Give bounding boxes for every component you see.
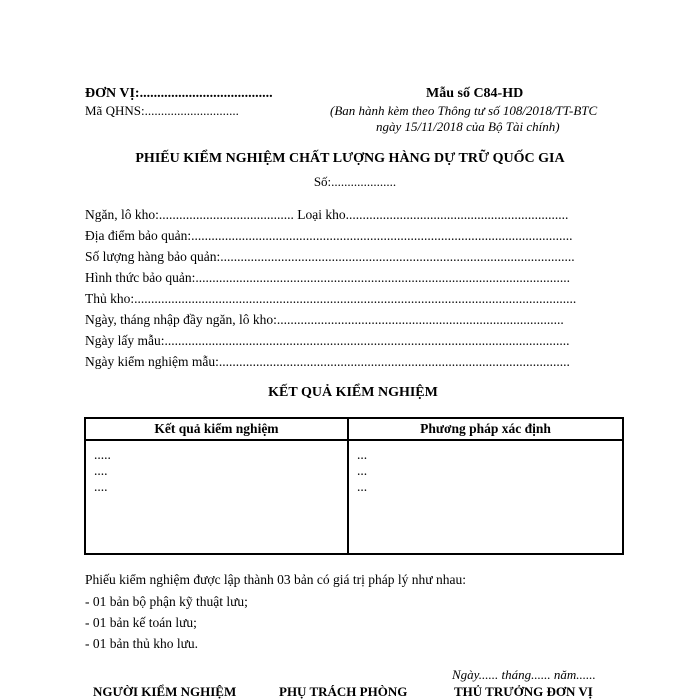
unit-label: ĐƠN VỊ:......................................: [85, 86, 273, 101]
field-testing-date: Ngày kiểm nghiệm mẫu:........................................................................................................: [85, 354, 570, 369]
field-storage-lot: Ngăn, lô kho:........................................ Loại kho..................................................................: [85, 207, 569, 222]
sign-date-line: Ngày...... tháng...... năm......: [452, 667, 596, 682]
method-line: ...: [357, 447, 368, 462]
results-line: ....: [94, 479, 108, 494]
col-results-header: Kết quả kiểm nghiệm: [85, 418, 348, 440]
results-line: ....: [94, 463, 108, 478]
qhns-label: Mã QHNS:.............................: [85, 103, 239, 118]
signature-department-head: PHỤ TRÁCH PHÒNG: [279, 684, 408, 699]
method-line: ...: [357, 463, 368, 478]
results-heading: KẾT QUẢ KIỂM NGHIỆM: [268, 385, 438, 400]
issued-note-line-1: (Ban hành kèm theo Thông tư số 108/2018/TT-BTC: [330, 103, 598, 118]
field-stored-quantity: Số lượng hàng bảo quản:.........................................................................................................: [85, 249, 575, 264]
copies-note: Phiếu kiểm nghiệm được lập thành 03 bản có giá trị pháp lý như nhau:: [85, 572, 466, 587]
col-method-header: Phương pháp xác định: [348, 418, 623, 440]
method-cell: [348, 440, 623, 554]
results-cell: [85, 440, 348, 554]
signature-inspector: NGƯỜI KIỂM NGHIỆM: [93, 684, 237, 699]
form-code: Mẫu số C84-HD: [426, 86, 524, 101]
copy-item-accounting: - 01 bản kế toán lưu;: [85, 615, 197, 630]
document-title: PHIẾU KIỂM NGHIỆM CHẤT LƯỢNG HÀNG DỰ TRỮ QUỐC GIA: [135, 151, 565, 166]
table-header-row: [85, 418, 623, 440]
issued-note-line-2: ngày 15/11/2018 của Bộ Tài chính): [376, 119, 560, 134]
field-sampling-date: Ngày lấy mẫu:........................................................................................................................: [85, 333, 570, 348]
method-line: ...: [357, 479, 368, 494]
field-warehouse-keeper: Thủ kho:...................................................................................................................................: [85, 291, 577, 306]
document-number: Số:....................: [313, 174, 397, 189]
signature-unit-head: THỦ TRƯỞNG ĐƠN VỊ: [454, 684, 593, 699]
copy-item-technical: - 01 bản bộ phận kỹ thuật lưu;: [85, 594, 248, 609]
table-row: [85, 440, 623, 554]
results-line: .....: [94, 447, 111, 462]
field-storage-location: Địa điểm bảo quản:.................................................................................................................: [85, 228, 573, 243]
copy-item-warehouse: - 01 bản thủ kho lưu.: [85, 636, 199, 651]
field-storage-form: Hình thức bảo quản:...............................................................................................................: [85, 270, 571, 285]
results-table: [84, 417, 624, 555]
field-full-intake-date: Ngày, tháng nhập đầy ngăn, lô kho:.....................................................................................: [85, 312, 564, 327]
